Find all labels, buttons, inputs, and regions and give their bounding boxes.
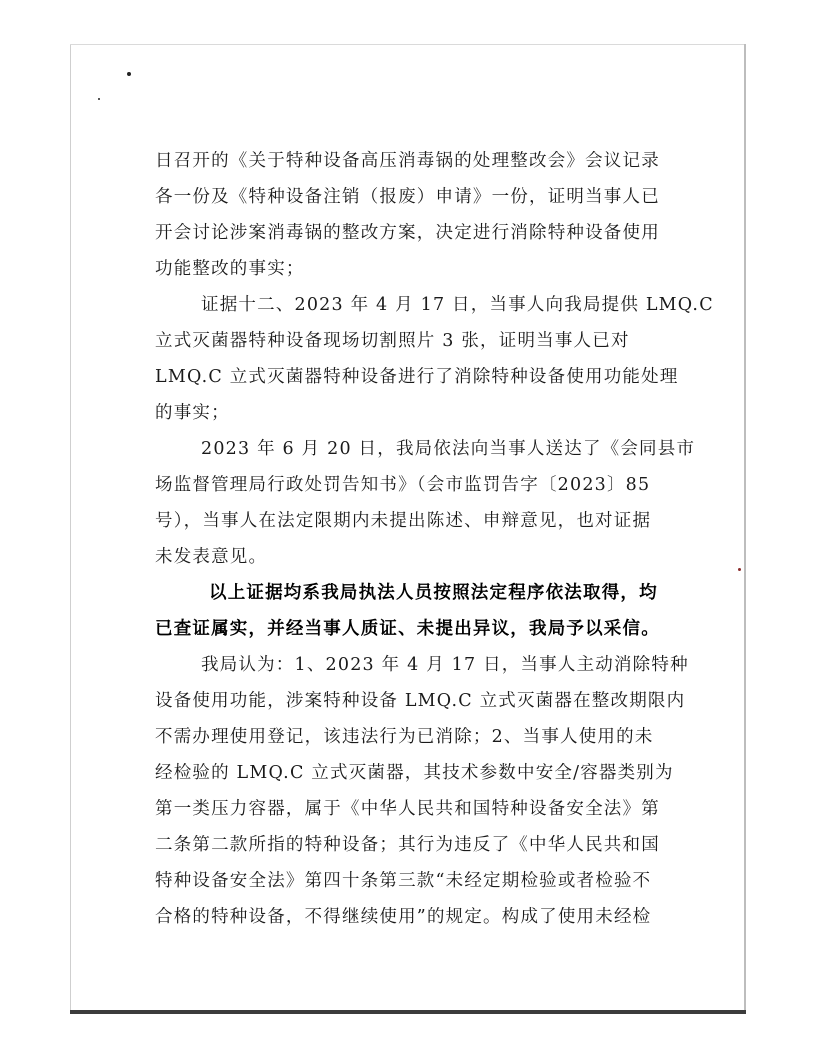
text-line: 设备使用功能，涉案特种设备 LMQ.C 立式灭菌器在整改期限内 [155,691,686,711]
scan-speck [98,98,100,100]
text-line: 日召开的《关于特种设备高压消毒锅的处理整改会》会议记录 [155,151,660,171]
scan-speck [127,72,131,76]
text-line: 不需办理使用登记，该违法行为已消除；2、当事人使用的未 [155,727,654,747]
text-line: 2023 年 6 月 20 日，我局依法向当事人送达了《会同县市 [201,439,696,459]
page-edge-right [744,44,746,1012]
text-line: 功能整改的事实； [155,259,305,279]
text-line: 的事实； [155,403,230,423]
text-line: 各一份及《特种设备注销（报废）申请》一份，证明当事人已 [155,187,660,207]
text-line: 我局认为：1、2023 年 4 月 17 日，当事人主动消除特种 [201,655,689,675]
text-line: 号），当事人在法定限期内未提出陈述、申辩意见，也对证据 [155,511,652,531]
text-line: 场监督管理局行政处罚告知书》（会市监罚告字〔2023〕85 [155,475,651,495]
scan-speck [738,568,741,571]
text-line: 开会讨论涉案消毒锅的整改方案，决定进行消除特种设备使用 [155,223,660,243]
text-line: 已查证属实，并经当事人质证、未提出异议，我局予以采信。 [155,619,660,639]
text-line: 证据十二、2023 年 4 月 17 日，当事人向我局提供 LMQ.C [201,295,714,315]
text-line: 合格的特种设备，不得继续使用”的规定。构成了使用未经检 [155,907,652,927]
page-edge-bottom [70,1010,746,1014]
text-line: 特种设备安全法》第四十条第三款“未经定期检验或者检验不 [155,871,652,891]
text-line: 以上证据均系我局执法人员按照法定程序依法取得，均 [209,583,658,603]
text-line: 第一类压力容器，属于《中华人民共和国特种设备安全法》第 [155,799,660,819]
text-line: 未发表意见。 [155,547,268,567]
text-line: LMQ.C 立式灭菌器特种设备进行了消除特种设备使用功能处理 [155,367,679,387]
text-line: 经检验的 LMQ.C 立式灭菌器，其技术参数中安全/容器类别为 [155,763,674,783]
page-edge-left [70,45,71,1013]
text-line: 二条第二款所指的特种设备；其行为违反了《中华人民共和国 [155,835,660,855]
page-edge-top [70,44,746,45]
document-body [155,143,714,935]
text-line: 立式灭菌器特种设备现场切割照片 3 张，证明当事人已对 [155,331,630,351]
